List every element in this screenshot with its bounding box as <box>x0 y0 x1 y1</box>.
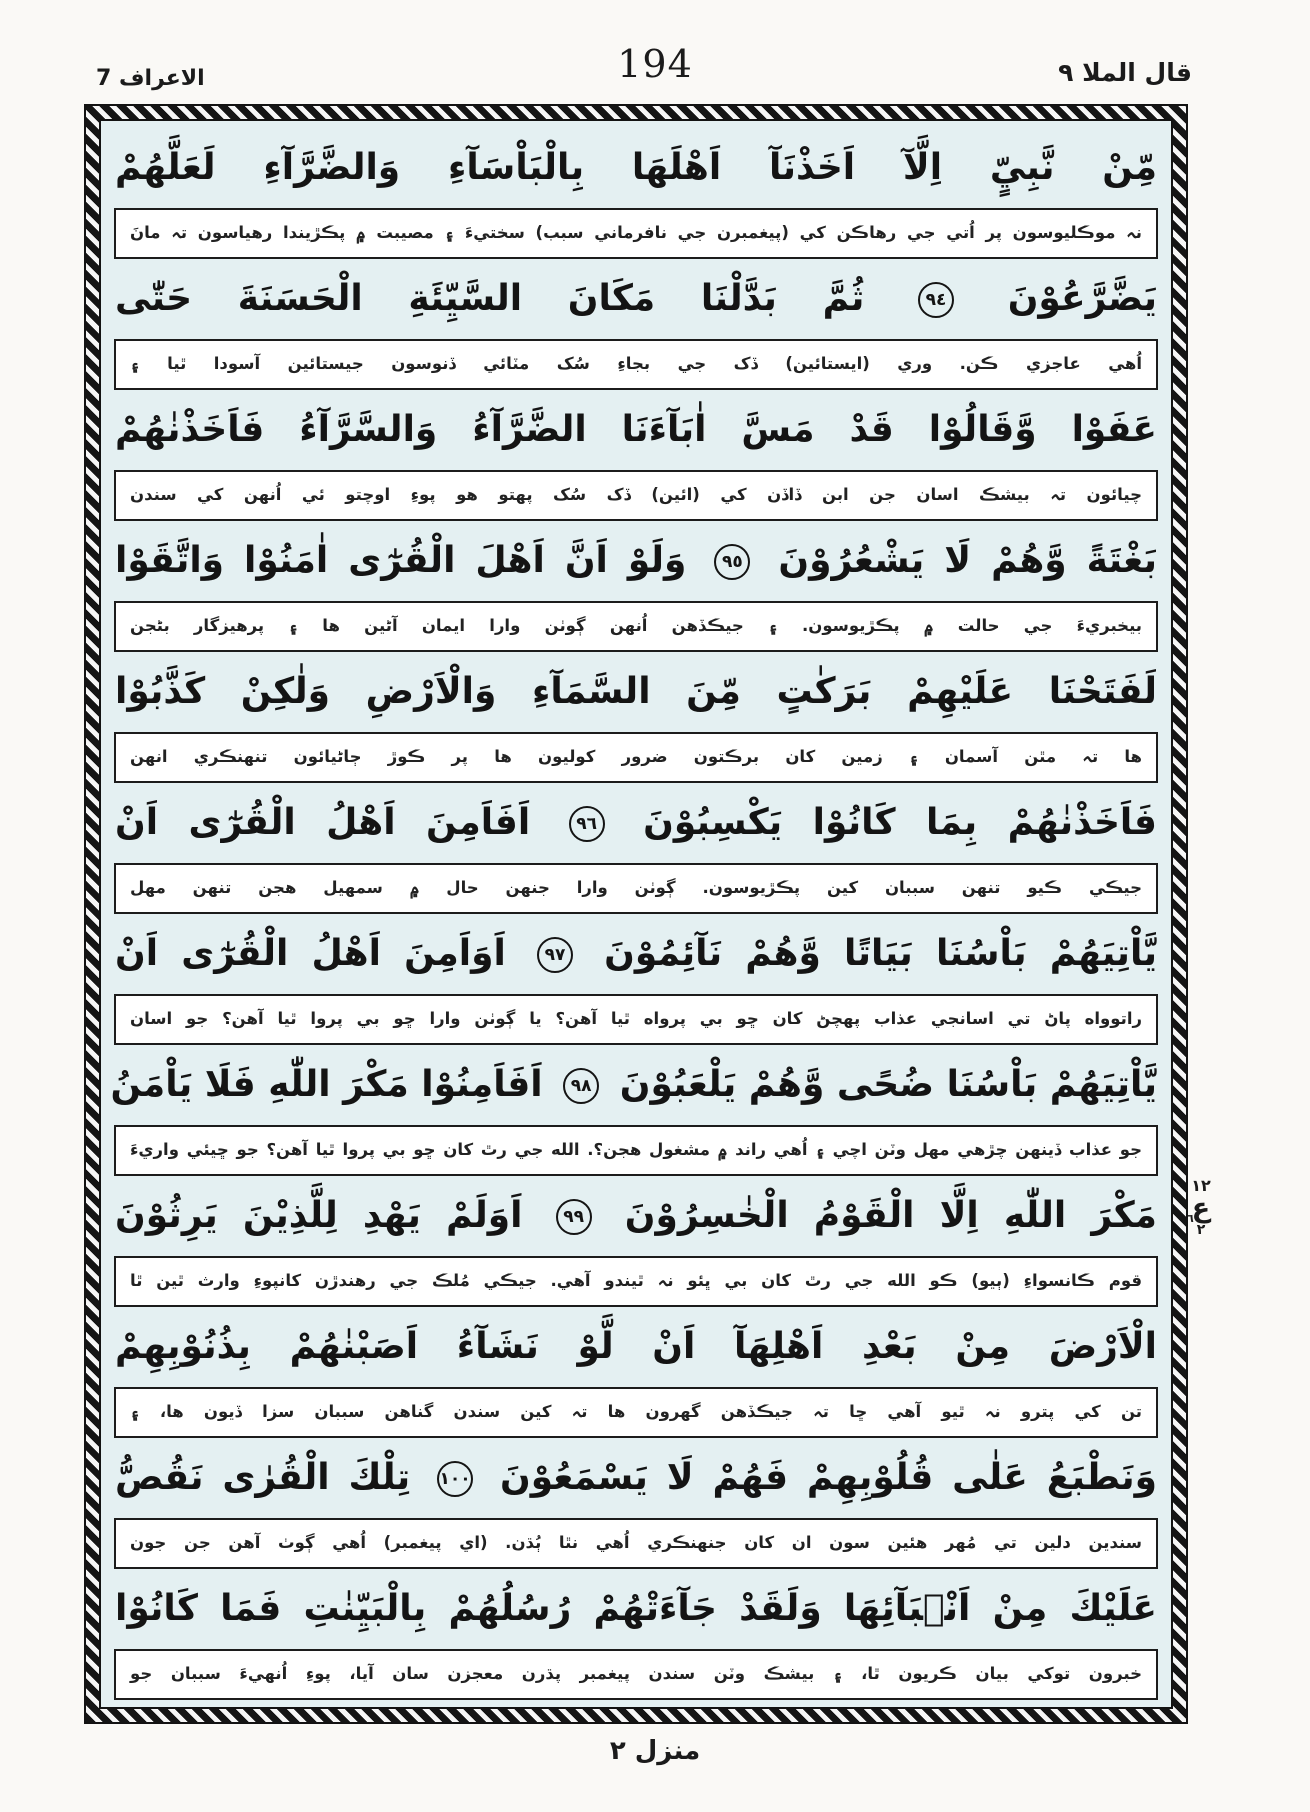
quran-text: ثُمَّ بَدَّلْنَا مَكَانَ السَّيِّئَةِ الْحَسَنَةَ حَتّٰى <box>115 278 865 319</box>
quran-text: عَفَوْا وَّقَالُوْا قَدْ مَسَّ اٰبَآءَنَا الضَّرَّآءُ وَالسَّرَّآءُ فَاَخَذْنٰهُمْ <box>115 409 1157 450</box>
verse-number-badge: ٩٨ <box>563 1068 599 1104</box>
quran-line-8 <box>109 1045 1163 1125</box>
quran-text: وَلَوْ اَنَّ اَهْلَ الْقُرٰٓى اٰمَنُوْا وَاتَّقَوْا <box>115 540 687 581</box>
verse-number-badge: ٩٤ <box>918 282 954 318</box>
quran-text: مِّنْ نَّبِيٍّ اِلَّآ اَخَذْنَآ اَهْلَهَا بِالْبَاْسَآءِ وَالضَّرَّآءِ لَعَلَّهُمْ <box>115 147 1157 188</box>
verse-number-badge: ٩٥ <box>714 544 750 580</box>
translation-box-3: چيائون تہ بيشڪ اسان جن ابن ڏاڏن کي (ائين) ڏک سُک پهتو هو پوءِ اوچتو ئي اُنهن کي سندن <box>114 470 1158 521</box>
translation-box-5: ها تہ مٿن آسمان ۽ زمين کان برڪتون ضرور کوليون ها پر ڪوڙ ڄاڻيائون تنهنڪري انهن <box>114 732 1158 783</box>
quran-text: تِلْكَ الْقُرٰى نَقُصُّ <box>115 1457 411 1498</box>
quran-text: عَلَيْكَ مِنْ اَنْۢبَآئِهَا وَلَقَدْ جَآءَتْهُمْ رُسُلُهُمْ بِالْبَيِّنٰتِ فَمَا كَانُوْا <box>115 1588 1157 1629</box>
quran-line-3 <box>109 390 1163 470</box>
page-body-panel <box>99 119 1173 1709</box>
quran-text: فَاَخَذْنٰهُمْ بِمَا كَانُوْا يَكْسِبُوْنَ <box>643 802 1157 843</box>
translation-box-7: راتوواه پاڻ تي اسانجي عذاب پهچڻ کان ڇو بي پرواه ٿيا آهن؟ يا ڳوٺن وارا ڇو بي پروا ٿيا آهن؟ جو اسان <box>114 994 1158 1045</box>
quran-text: وَنَطْبَعُ عَلٰى قُلُوْبِهِمْ فَهُمْ لَا يَسْمَعُوْنَ <box>499 1457 1157 1498</box>
translation-box-9: قوم ڪانسواءِ (ٻيو) ڪو الله جي رٿ کان بي ڀئو نہ ٿيندو آهي. جيڪي مُلڪ جي رهندڙن کانپوءِ وارث ٿين ٿا <box>114 1256 1158 1307</box>
page-number: 194 <box>617 42 693 86</box>
verse-number-badge: ٩٧ <box>537 937 573 973</box>
translation-box-8: جو عذاب ڏينهن چڙهي مهل وٽن اچي ۽ اُهي راند ۾ مشغول هجن؟. الله جي رٿ کان ڇو بي پروا ٿيا آهن؟ جو ڇيئي واريءَ <box>114 1125 1158 1176</box>
quran-line-5 <box>109 652 1163 732</box>
translation-box-4: بيخبريءَ جي حالت ۾ پڪڙيوسون. ۽ جيڪڏهن اُنهن ڳوٺن وارا ايمان آڻين ها ۽ پرهيزگار بڻجن <box>114 601 1158 652</box>
quran-text: اَفَاَمِنُوْا مَكْرَ اللّٰهِ فَلَا يَاْمَنُ <box>110 1064 543 1105</box>
decorative-chain-border <box>84 104 1188 1724</box>
translation-box-11: سندين دلين تي مُهر هئين سون ان کان جنهنڪري اُهي نٿا ٻُڌن. (اي پيغمبر) اُهي ڳوٺ آهن جن جون <box>114 1518 1158 1569</box>
translation-box-6: جيڪي ڪيو تنهن سببان کين پڪڙيوسون. ڳوٺن وارا جنهن حال ۾ سمهيل هجن تنهن مهل <box>114 863 1158 914</box>
manzil-label: منزل ٢ <box>609 1736 701 1766</box>
translation-box-2: اُهي عاجزي ڪن. وري (ايستائين) ڏک جي بجاءِ سُک مٽائي ڏنوسون جيستائين آسودا ٿيا ۽ <box>114 339 1158 390</box>
quran-line-6 <box>109 783 1163 863</box>
ruku-sub-number: ٦ <box>1187 1211 1194 1225</box>
quran-text: لَفَتَحْنَا عَلَيْهِمْ بَرَكٰتٍ مِّنَ السَّمَآءِ وَالْاَرْضِ وَلٰكِنْ كَذَّبُوْا <box>115 671 1157 712</box>
quran-line-9 <box>109 1176 1163 1256</box>
quran-text: مَكْرَ اللّٰهِ اِلَّا الْقَوْمُ الْخٰسِرُوْنَ <box>624 1195 1157 1236</box>
quran-line-12 <box>109 1569 1163 1649</box>
quran-text: اَفَاَمِنَ اَهْلُ الْقُرٰٓى اَنْ <box>115 802 531 843</box>
juz-name-label: قال الملا ٩ <box>1058 58 1192 87</box>
surah-name-label: الاعراف 7 <box>96 66 205 91</box>
translation-box-12: خبرون توکي بيان ڪريون ٿا، ۽ بيشڪ وٽن سندن پيغمبر پڌرن معجزن سان آيا، پوءِ اُنهيءَ سببان جو <box>114 1649 1158 1700</box>
quran-line-2 <box>109 259 1163 339</box>
translation-box-1: نہ موڪليوسون پر اُتي جي رهاڪن کي (پيغمبرن جي نافرماني سبب) سختيءَ ۽ مصيبت ۾ پڪڙيندا رهياسون تہ مانَ <box>114 208 1158 259</box>
quran-line-7 <box>109 914 1163 994</box>
translation-box-10: تن کي پترو نہ ٿيو آهي ڇا تہ جيڪڏهن گهرون ها تہ کين سندن گناهن سببان سزا ڏيون ها، ۽ <box>114 1387 1158 1438</box>
quran-text: يَّاْتِيَهُمْ بَاْسُنَا بَيَاتًا وَّهُمْ نَآئِمُوْنَ <box>604 933 1157 974</box>
quran-text: اَوَلَمْ يَهْدِ لِلَّذِيْنَ يَرِثُوْنَ <box>115 1195 523 1236</box>
ruku-count-surah: ١٢ <box>1191 1176 1211 1195</box>
ruku-marker <box>1186 1178 1216 1238</box>
quran-text: اَوَاَمِنَ اَهْلُ الْقُرٰٓى اَنْ <box>115 933 506 974</box>
quran-text: الْاَرْضَ مِنْ بَعْدِ اَهْلِهَآ اَنْ لَّوْ نَشَآءُ اَصَبْنٰهُمْ بِذُنُوْبِهِمْ <box>115 1326 1157 1367</box>
quran-text: يَضَّرَّعُوْنَ <box>1007 278 1157 319</box>
quran-line-10 <box>109 1307 1163 1387</box>
quran-line-11 <box>109 1438 1163 1518</box>
quran-line-4 <box>109 521 1163 601</box>
verse-number-badge: ٩٦ <box>569 806 605 842</box>
ruku-count-juz: ٢ <box>1196 1222 1206 1239</box>
quran-line-1 <box>109 128 1163 208</box>
verse-number-badge: ٩٩ <box>556 1199 592 1235</box>
ruku-ain-sign: ع ٦ <box>1187 1192 1211 1225</box>
verse-number-badge: ١٠٠ <box>437 1461 473 1497</box>
quran-text: يَّاْتِيَهُمْ بَاْسُنَا ضُحًى وَّهُمْ يَلْعَبُوْنَ <box>619 1064 1157 1105</box>
quran-text: بَغْتَةً وَّهُمْ لَا يَشْعُرُوْنَ <box>778 540 1158 581</box>
